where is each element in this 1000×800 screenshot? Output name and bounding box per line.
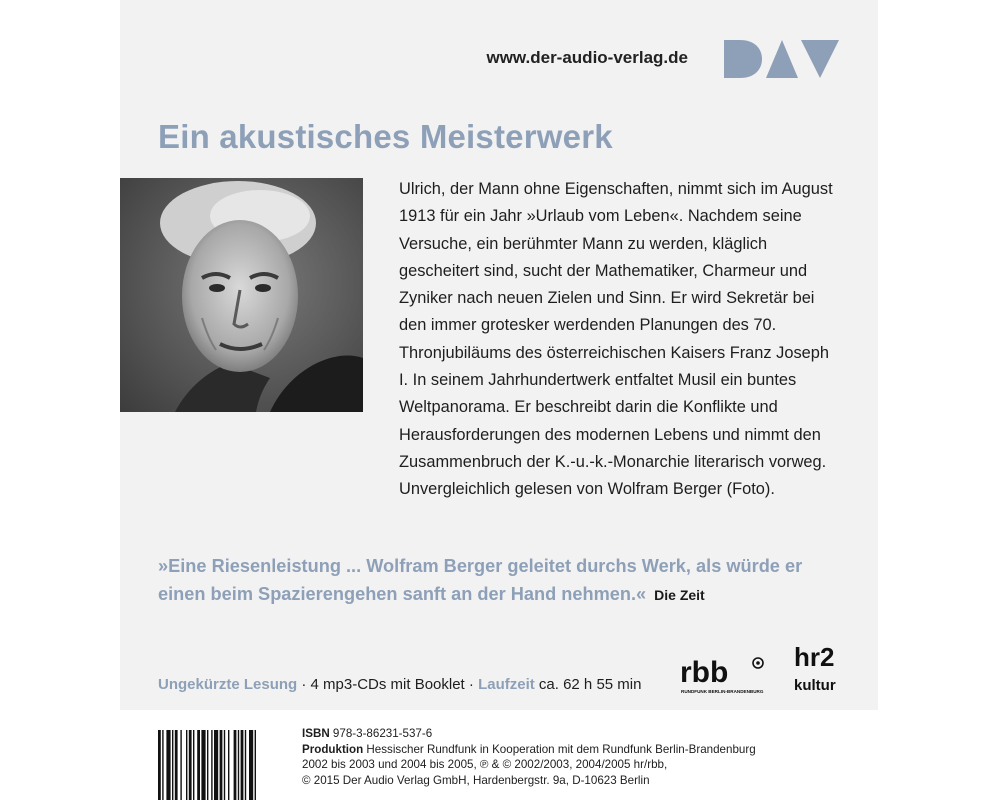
- description-paragraph: Ulrich, der Mann ohne Eigenschaften, nimmt sich im August 1913 für ein Jahr »Urlaub vom Leben«. Nachdem seine Versuche, ein berühmter Mann zu werden, kläglich gescheitert sind, sucht der Mathematiker, Charmeur und Zyniker nach neuen Zielen und Sinn. Er wird Sekretär bei den immer grotesker werdenden Planungen des 70. Thronjubiläums des österreichischen Kaisers Franz Joseph I. In seinem Jahrhundertwerk entfaltet Musil ein buntes Weltpanorama. Er beschreibt darin die Konflikte und Herausforderungen des modernen Lebens und nimmt den Zusammenbruch der K.-u.-k.-Monarchie literarisch vorweg.: [399, 180, 833, 471]
- barcode-bar: [162, 730, 163, 800]
- quote-text: »Eine Riesenleistung ... Wolfram Berger geleitet durchs Werk, als würde er einen beim Spazierengehen sanft an der Hand nehmen.«: [158, 556, 803, 604]
- barcode: [158, 730, 282, 800]
- press-quote: [158, 552, 848, 609]
- barcode-bar: [214, 730, 218, 800]
- svg-text:rbb: rbb: [680, 656, 729, 689]
- barcode-bar: [228, 730, 229, 800]
- barcode-bar: [201, 730, 205, 800]
- legal-line-3: 2002 bis 2003 und 2004 bis 2005, ℗ & © 2002/2003, 2004/2005 hr/rbb,: [302, 758, 668, 771]
- quote-source: Die Zeit: [654, 587, 705, 603]
- barcode-bar: [180, 730, 181, 800]
- meta-format: · 4 mp3-CDs mit Booklet ·: [297, 676, 479, 693]
- barcode-bar: [175, 730, 178, 800]
- barcode-bar: [189, 730, 192, 800]
- barcode-bar: [234, 730, 237, 800]
- hr2-kultur-logo: [792, 642, 844, 694]
- description-closing: Unvergleichlich gelesen von Wolfram Berger (Foto).: [399, 480, 775, 499]
- meta-label-unabridged: Ungekürzte Lesung: [158, 676, 298, 693]
- svg-text:RUNDFUNK BERLIN-BRANDENBURG: RUNDFUNK BERLIN-BRANDENBURG: [681, 689, 764, 694]
- isbn-label: ISBN: [302, 727, 330, 740]
- barcode-bar: [193, 730, 194, 800]
- barcode-bar: [238, 730, 239, 800]
- barcode-bar: [255, 730, 256, 800]
- produktion-label: Produktion: [302, 742, 364, 756]
- headline: Ein akustisches Meisterwerk: [158, 118, 613, 155]
- barcode-bar: [241, 730, 244, 800]
- svg-text:hr2: hr2: [794, 642, 835, 672]
- product-meta: [158, 676, 641, 693]
- rbb-logo: [680, 656, 776, 696]
- barcode-bar: [166, 730, 170, 800]
- meta-label-runtime: Laufzeit: [478, 676, 535, 693]
- meta-duration: ca. 62 h 55 min: [534, 676, 642, 693]
- barcode-bar: [211, 730, 212, 800]
- barcode-bar: [158, 730, 161, 800]
- barcode-bar: [224, 730, 225, 800]
- barcode-bar: [197, 730, 200, 800]
- author-photo: [120, 178, 363, 412]
- legal-info: [302, 726, 822, 788]
- barcode-bar: [172, 730, 173, 800]
- barcode-bar: [245, 730, 246, 800]
- produktion-value: Hessischer Rundfunk in Kooperation mit dem Rundfunk Berlin-Brandenburg: [363, 742, 756, 756]
- svg-text:kultur: kultur: [794, 677, 836, 694]
- barcode-bar: [220, 730, 223, 800]
- description: [399, 176, 841, 504]
- barcode-bar: [249, 730, 253, 800]
- legal-line-4: © 2015 Der Audio Verlag GmbH, Hardenbergstr. 9a, D-10623 Berlin: [302, 773, 650, 787]
- dav-logo: [722, 38, 840, 80]
- barcode-bar: [207, 730, 208, 800]
- publisher-url[interactable]: www.der-audio-verlag.de: [486, 48, 688, 67]
- barcode-bar: [186, 730, 187, 800]
- isbn-value: 978-3-86231-537-6: [329, 727, 433, 740]
